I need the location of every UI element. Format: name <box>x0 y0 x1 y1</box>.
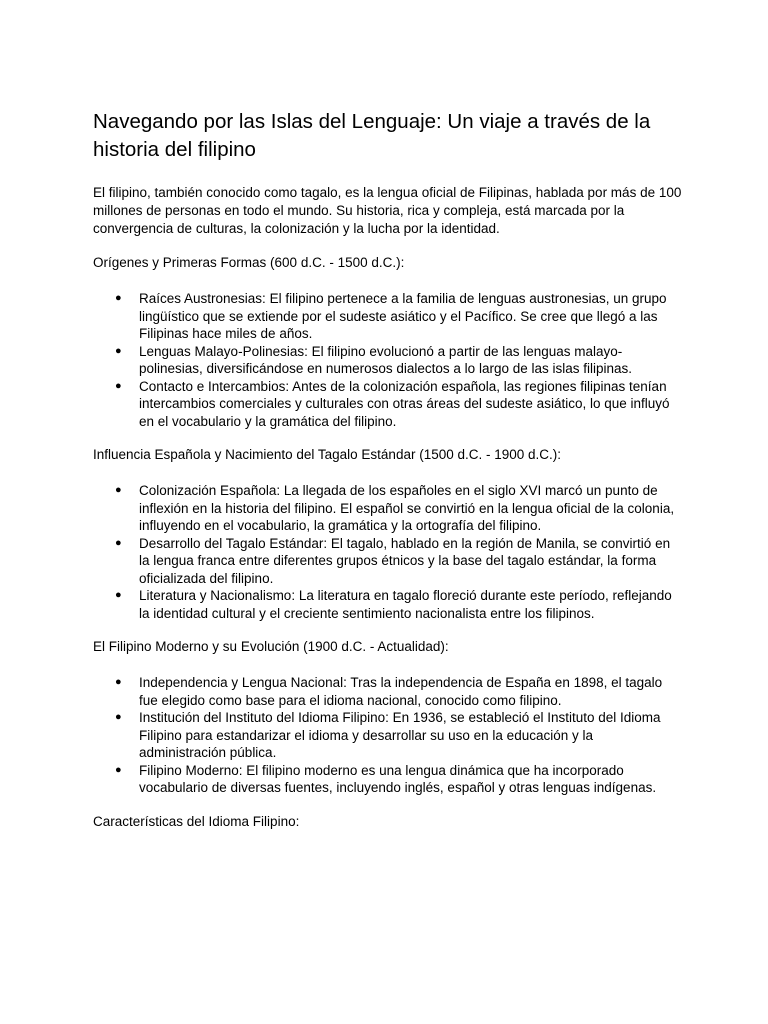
section-heading-spanish-influence: Influencia Española y Nacimiento del Tagalo Estándar (1500 d.C. - 1900 d.C.): <box>93 447 562 462</box>
bullet-icon: ● <box>115 763 122 776</box>
list-item <box>93 674 683 709</box>
list-item-text: Institución del Instituto del Idioma Filipino: En 1936, se estableció el Instituto del Idioma Filipino para estandarizar el idioma y desarrollar su uso en la educación y la administración pública. <box>139 710 661 760</box>
bullet-icon: ● <box>115 484 122 496</box>
intro-paragraph: El filipino, también conocido como tagalo, es la lengua oficial de Filipinas, hablada por más de 100 millones de personas en todo el mundo. Su historia, rica y compleja, está marcada por la convergencia de culturas, la colonización y la lucha por la identidad. <box>93 185 682 236</box>
list-item <box>93 709 683 762</box>
bullet-icon: ● <box>115 292 122 304</box>
bullet-list-origins <box>93 290 683 430</box>
bullet-list-spanish-influence <box>93 482 683 622</box>
list-item <box>93 482 683 535</box>
list-item-text: Desarrollo del Tagalo Estándar: El tagalo, hablado en la región de Manila, se convirtió en la lengua franca entre diferentes grupos étnicos y la base del tagalo estándar, la forma oficializada del filipino. <box>139 535 671 586</box>
document-title: Navegando por las Islas del Lenguaje: Un viaje a través de la historia del filipino <box>93 110 651 161</box>
bullet-list-modern-filipino <box>93 674 683 797</box>
list-item-text: Independencia y Lengua Nacional: Tras la independencia de España en 1898, el tagalo fue elegido como base para el idioma nacional, conocido como filipino. <box>139 675 663 708</box>
list-item <box>93 535 683 588</box>
bullet-icon: ● <box>115 379 122 392</box>
list-item <box>93 587 683 622</box>
list-item-text: Raíces Austronesias: El filipino pertenece a la familia de lenguas austronesias, un grupo lingüístico que se extiende por el sudeste asiático y el Pacífico. Se cree que llegó a las Filipinas hace miles de años. <box>139 291 667 341</box>
list-item-text: Literatura y Nacionalismo: La literatura en tagalo floreció durante este período, reflejando la identidad cultural y el creciente sentimiento nacionalista entre los filipinos. <box>139 588 672 621</box>
list-item <box>93 378 683 431</box>
list-item <box>93 290 683 343</box>
bullet-icon: ● <box>115 536 122 549</box>
list-item <box>93 762 683 797</box>
document-page <box>93 108 683 849</box>
list-item-text: Lenguas Malayo-Polinesias: El filipino evolucionó a partir de las lenguas malayo-polinesias, diversificándose en numerosos dialectos a lo largo de las islas filipinas. <box>139 343 633 376</box>
bullet-icon: ● <box>115 676 122 688</box>
section-heading-characteristics: Características del Idioma Filipino: <box>93 813 300 829</box>
section-heading-modern-filipino: El Filipino Moderno y su Evolución (1900 d.C. - Actualidad): <box>93 639 449 654</box>
bullet-icon: ● <box>115 344 122 357</box>
section-heading-origins: Orígenes y Primeras Formas (600 d.C. - 1500 d.C.): <box>93 255 405 270</box>
bullet-icon: ● <box>115 589 122 601</box>
list-item-text: Contacto e Intercambios: Antes de la colonización española, las regiones filipinas tenían intercambios comerciales y culturales con otras áreas del sudeste asiático, lo que influyó en el vocabulario y la gramática del filipino. <box>139 378 670 429</box>
bullet-icon: ● <box>115 711 122 723</box>
list-item <box>93 343 683 378</box>
list-item-text: Filipino Moderno: El filipino moderno es una lengua dinámica que ha incorporado vocabulario de diversas fuentes, incluyendo inglés, español y otras lenguas indígenas. <box>139 762 657 795</box>
list-item-text: Colonización Española: La llegada de los españoles en el siglo XVI marcó un punto de inflexión en la historia del filipino. El español se convirtió en la lengua oficial de la colonia, influyendo en el vocabulario, la gramática y la ortografía del filipino. <box>139 483 675 533</box>
